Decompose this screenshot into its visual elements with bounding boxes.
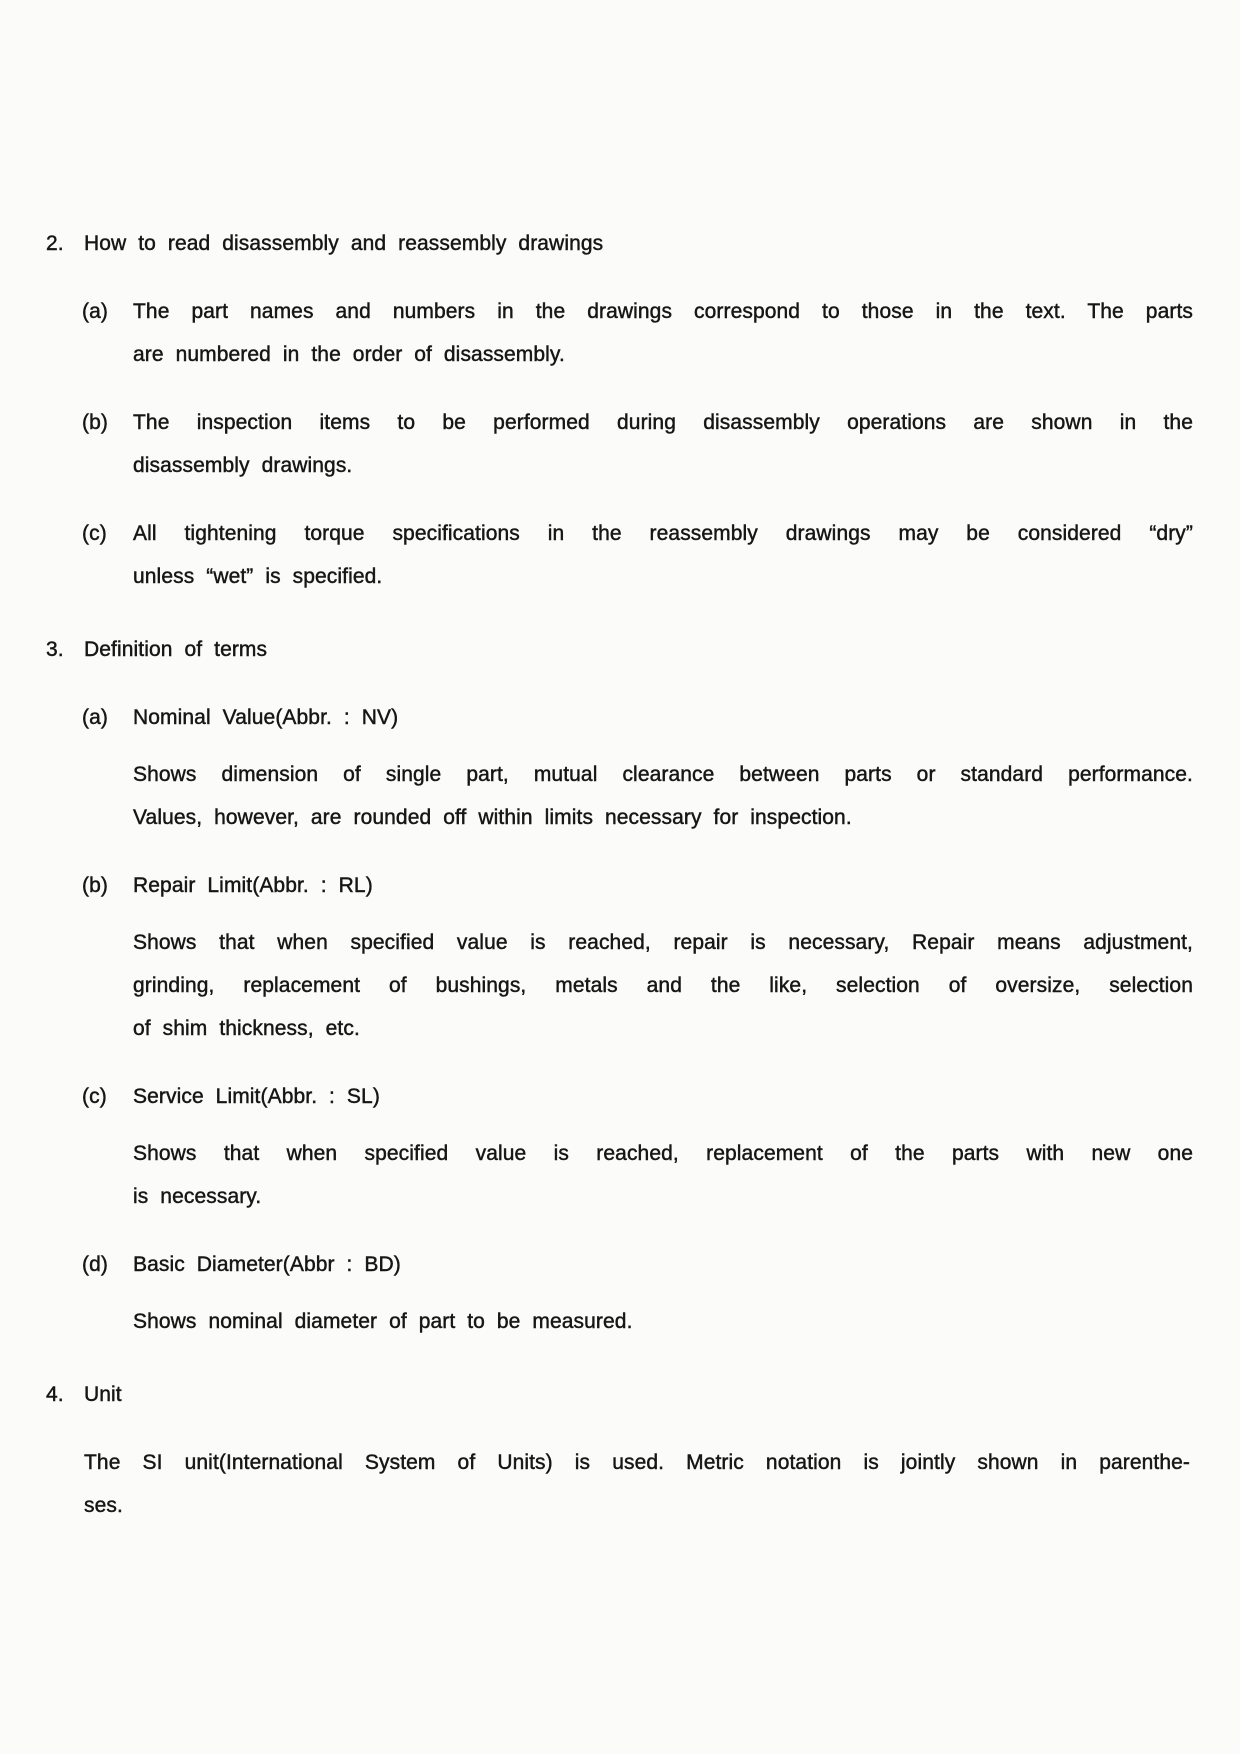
term-item-3d: [82, 1243, 1240, 1286]
term: Basic Diameter(Abbr : BD): [133, 1253, 401, 1276]
section-heading-3: [46, 628, 1240, 671]
term-description: [133, 1132, 1193, 1218]
section-number: 4.: [46, 1383, 64, 1406]
paragraph-line: ses.: [84, 1494, 123, 1517]
term: Repair Limit(Abbr. : RL): [133, 874, 373, 897]
item-label: (b): [82, 874, 108, 897]
text-line: disassembly drawings.: [133, 454, 353, 477]
item-label: (c): [82, 522, 107, 545]
section-paragraph: [84, 1441, 1190, 1527]
section-title: How to read disassembly and reassembly drawings: [84, 232, 604, 255]
section-heading-2: [46, 222, 1240, 265]
section-number: 2.: [46, 232, 64, 255]
description-line: Shows that when specified value is reached, replacement of the parts with new one: [133, 1142, 1193, 1165]
item-text: [133, 512, 1193, 598]
term: Nominal Value(Abbr. : NV): [133, 706, 399, 729]
description-line: of shim thickness, etc.: [133, 1017, 360, 1040]
section-title: Unit: [84, 1383, 122, 1406]
item-label: (b): [82, 411, 108, 434]
description-line: Shows that when specified value is reached, repair is necessary, Repair means adjustment,: [133, 931, 1193, 954]
item-text: [133, 290, 1193, 376]
term-item-3c: [82, 1075, 1240, 1118]
text-line: All tightening torque specifications in the reassembly drawings may be considered “dry”: [133, 522, 1193, 545]
list-item-2b: [82, 401, 1240, 487]
description-line: Shows dimension of single part, mutual clearance between parts or standard performance.: [133, 763, 1193, 786]
section-title: Definition of terms: [84, 638, 268, 661]
item-label: (a): [82, 706, 108, 729]
list-item-2c: [82, 512, 1240, 598]
term-description: [133, 921, 1193, 1050]
paragraph-line: The SI unit(International System of Units) is used. Metric notation is jointly shown in parenthe-: [84, 1451, 1190, 1474]
item-label: (d): [82, 1253, 108, 1276]
term-item-3a: [82, 696, 1240, 739]
item-text: [133, 401, 1193, 487]
text-line: unless “wet” is specified.: [133, 565, 383, 588]
section-number: 3.: [46, 638, 64, 661]
description-line: is necessary.: [133, 1185, 262, 1208]
term-description: [133, 753, 1193, 839]
term-description: [133, 1300, 1193, 1343]
text-line: The inspection items to be performed during disassembly operations are shown in the: [133, 411, 1193, 434]
description-line: Values, however, are rounded off within limits necessary for inspection.: [133, 806, 852, 829]
text-line: The part names and numbers in the drawings correspond to those in the text. The parts: [133, 300, 1193, 323]
text-line: are numbered in the order of disassembly.: [133, 343, 565, 366]
section-heading-4: [46, 1373, 1240, 1416]
list-item-2a: [82, 290, 1240, 376]
item-label: (c): [82, 1085, 107, 1108]
description-line: Shows nominal diameter of part to be measured.: [133, 1310, 633, 1333]
term: Service Limit(Abbr. : SL): [133, 1085, 380, 1108]
description-line: grinding, replacement of bushings, metals and the like, selection of oversize, selection: [133, 974, 1193, 997]
item-label: (a): [82, 300, 108, 323]
term-item-3b: [82, 864, 1240, 907]
